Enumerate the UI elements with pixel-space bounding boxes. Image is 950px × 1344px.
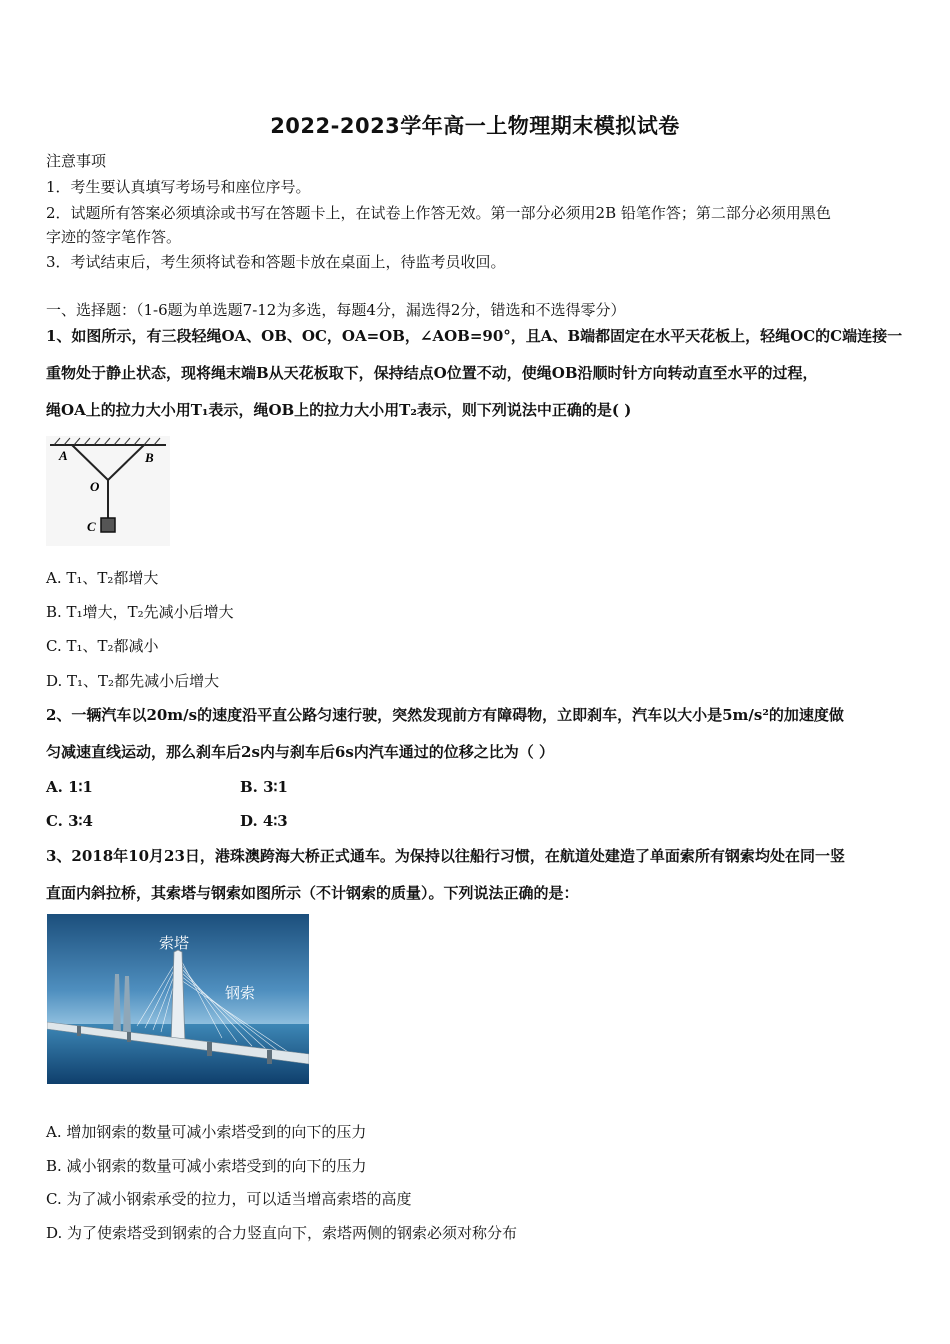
section-heading: 一、选择题：（1-6题为单选题7-12为多选，每题4分，漏选得2分，错选和不选得零分） [46, 301, 626, 319]
q3-option-b: B. 减小钢索的数量可减小索塔受到的向下的压力 [46, 1157, 367, 1175]
weight-block [101, 518, 115, 532]
q2-text-line2: 匀减速直线运动，那么刹车后2s内与刹车后6s内汽车通过的位移之比为（ ） [46, 743, 554, 761]
label-cable: 钢索 [225, 984, 256, 1002]
q3-text-line2: 直面内斜拉桥，其索塔与钢索如图所示（不计钢索的质量）。下列说法正确的是： [46, 884, 579, 902]
notice-heading: 注意事项 [46, 152, 107, 170]
q1-option-c: C. T₁、T₂都减小 [46, 637, 159, 655]
q1-text-line1: 1、如图所示，有三段轻绳OA、OB、OC，OA=OB，∠AOB=90°，且A、B端都固定在水平天花板上，轻绳OC的C端连接一 [46, 327, 903, 345]
q2-option-c: C. 3∶4 [46, 812, 93, 830]
q3-option-d: D. 为了使索塔受到钢索的合力竖直向下，索塔两侧的钢索必须对称分布 [46, 1224, 518, 1242]
q1-text-line2: 重物处于静止状态，现将绳末端B从天花板取下，保持结点O位置不动，使绳OB沿顺时针方向转动直至水平的过程， [46, 364, 818, 382]
q1-rope-diagram [46, 436, 170, 546]
q3-text-line1: 3、2018年10月23日，港珠澳跨海大桥正式通车。为保持以往船行习惯，在航道处建造了单面索所有钢索均处在同一竖 [46, 847, 845, 865]
notice-item-3: 3．考试结束后，考生须将试卷和答题卡放在桌面上，待监考员收回。 [46, 253, 506, 271]
q3-option-a: A. 增加钢索的数量可减小索塔受到的向下的压力 [46, 1123, 367, 1141]
label-a: A [59, 448, 68, 463]
page-title: 2022-2023学年高一上物理期末模拟试卷 [270, 114, 680, 138]
q1-option-b: B. T₁增大，T₂先减小后增大 [46, 603, 234, 621]
q1-option-d: D. T₁、T₂都先减小后增大 [46, 672, 220, 690]
q2-text-line1: 2、一辆汽车以20m/s的速度沿平直公路匀速行驶，突然发现前方有障碍物，立即刹车，汽车以大小是5m/s²的加速度做 [46, 706, 844, 724]
q2-option-a: A. 1∶1 [46, 778, 93, 796]
q1-text-line3: 绳OA上的拉力大小用T₁表示，绳OB上的拉力大小用T₂表示，则下列说法中正确的是( ) [46, 401, 632, 419]
q2-option-b: B. 3∶1 [240, 778, 288, 796]
label-b: B [145, 450, 154, 465]
notice-item-1: 1．考生要认真填写考场号和座位序号。 [46, 178, 311, 196]
label-c: C [87, 519, 96, 534]
label-o: O [90, 479, 100, 494]
q1-option-a: A. T₁、T₂都增大 [46, 569, 159, 587]
q3-bridge-photo [47, 914, 309, 1084]
notice-item-2a: 2．试题所有答案必须填涂或书写在答题卡上，在试卷上作答无效。第一部分必须用2B 铅笔作答；第二部分必须用黑色 [46, 204, 831, 222]
label-tower: 索塔 [159, 934, 190, 952]
q3-option-c: C. 为了减小钢索承受的拉力，可以适当增高索塔的高度 [46, 1190, 412, 1208]
q2-option-d: D. 4∶3 [240, 812, 288, 830]
notice-item-2b: 字迹的签字笔作答。 [46, 228, 182, 246]
